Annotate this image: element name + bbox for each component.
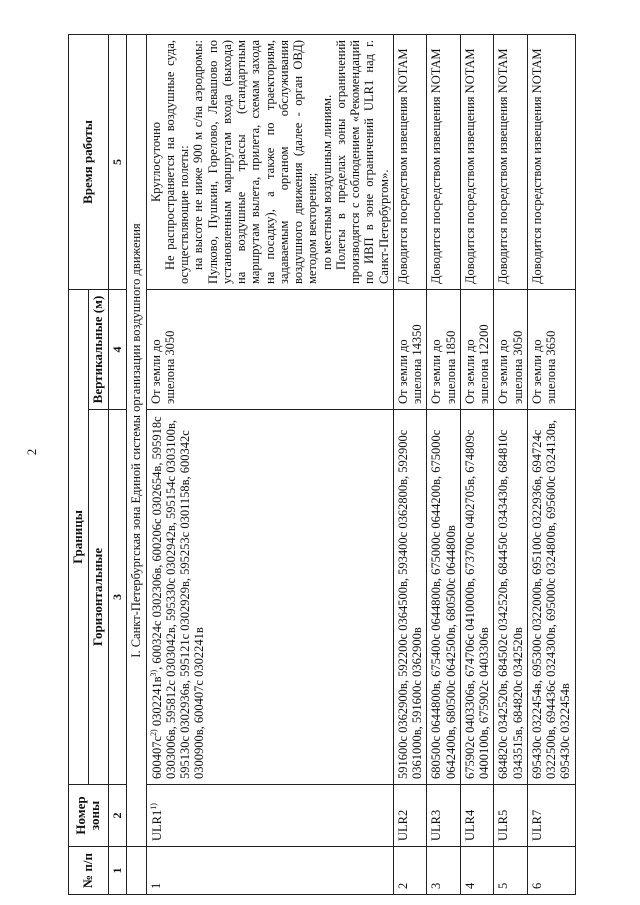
header-vertical: Вертикальные (м) [88, 290, 108, 410]
vertical-bounds: От земли до эшелона 14350 [393, 290, 427, 410]
row-number: 1 [146, 847, 393, 895]
operating-time-line: по местным воздушным линиям. [319, 94, 334, 270]
column-number: 1 [108, 847, 127, 895]
header-horizontal: Горизонтальные [88, 410, 108, 785]
header-time: Время работы [69, 35, 109, 290]
row-number: 5 [494, 847, 528, 895]
horizontal-bounds-rest: , 600324с 0302306в, 600206с 0302654в, 595918с 0303006в, 595812с 0303042в, 595330с 0302942в, 595154с 0303100в, 595130с 0302936в, 595121с 0302929в, 595253с 0301158в, 600342с 0300900в, 600407с 0302241в [149, 416, 207, 779]
section-title: I. Санкт-Петербургская зона Единой системы организации воздушного движения [127, 35, 146, 847]
table-row [427, 35, 461, 895]
table-row [393, 35, 427, 895]
horizontal-bounds-mid: 0302241в [149, 676, 164, 730]
zone-code [146, 785, 393, 847]
zone-code: ULR5 [494, 785, 528, 847]
operating-time-line: на высоте не ниже 900 м с/на аэродромы: Пулково, Пушкин, Горелово, Левашово по установленным маршрутам входа (выхода) на воздушные трассы (стандартным маршрутам вылета, прилета, схемам захода на посадку), а также по траекториям, задаваемым органом обслуживания воздушного движения (далее - орган ОВД) методом векторения; [191, 40, 320, 284]
horizontal-bounds: 695430с 0322454в, 695300с 0322000в, 695100с 0322936в, 694724с 0322500в, 694436с 0324300в, 695000с 0324800в, 695600с 0324130в, 695430с 0322454в [527, 410, 575, 785]
column-number: 4 [108, 290, 127, 410]
zone-code: ULR3 [427, 785, 461, 847]
operating-time: Доводится посредством извещения NOTAM [527, 35, 575, 290]
operating-time-line: Круглосуточно [148, 121, 163, 203]
table-row [494, 35, 528, 895]
horizontal-bounds [146, 410, 393, 785]
header-bounds: Границы [69, 290, 89, 785]
table-row [460, 35, 494, 895]
operating-time-line: Полеты в пределах зоны ограничений производятся с соблюдением «Рекомендаций по ИВП в зоне ограничений ULR1 над г. Санкт-Петербургом». [333, 40, 391, 284]
operating-time: Доводится посредством извещения NOTAM [460, 35, 494, 290]
vertical-bounds: От земли до эшелона 3650 [527, 290, 575, 410]
row-number: 2 [393, 847, 427, 895]
footnote-marker: 2) [148, 729, 158, 736]
operating-time-line: Не распространяется на воздушные суда, осуществляющие полеты: [162, 40, 192, 284]
vertical-bounds: От земли до эшелона 3050 [146, 290, 393, 410]
column-number: 3 [108, 410, 127, 785]
table-row [527, 35, 575, 895]
operating-time: Доводится посредством извещения NOTAM [393, 35, 427, 290]
vertical-bounds: От земли до эшелона 1850 [427, 290, 461, 410]
column-number: 5 [108, 35, 127, 290]
horizontal-bounds: 591600с 0362900в, 592200с 0364500в, 593400с 0362800в, 592900с 0361000в, 591600с 0362900в [393, 410, 427, 785]
horizontal-bounds: 684820с 0342520в, 684502с 0342520в, 684450с 0343430в, 684810с 0343515в, 684820с 0342520в [494, 410, 528, 785]
zone-code-text: ULR1 [149, 809, 164, 841]
table-row [146, 35, 393, 895]
zone-code: ULR4 [460, 785, 494, 847]
operating-time: Доводится посредством извещения NOTAM [427, 35, 461, 290]
zone-code: ULR2 [393, 785, 427, 847]
footnote-marker: 3) [148, 669, 158, 677]
header-zone: Номер зоны [69, 785, 109, 847]
rotated-table-wrapper [68, 35, 624, 895]
header-num: № п/п [69, 847, 109, 895]
zone-code: ULR7 [527, 785, 575, 847]
horizontal-bounds-lead: 600407с [149, 735, 164, 779]
horizontal-bounds: 675902с 0403306в, 674706с 0410000в, 673700с 0402705в, 674809с 0400100в, 675902с 0403306в [460, 410, 494, 785]
vertical-bounds: От земли до эшелона 12200 [460, 290, 494, 410]
column-number: 2 [108, 785, 127, 847]
operating-time: Доводится посредством извещения NOTAM [494, 35, 528, 290]
row-number: 6 [527, 847, 575, 895]
page-number: 2 [24, 448, 39, 456]
operating-time [146, 35, 393, 290]
section-spacer [127, 847, 146, 895]
row-number: 4 [460, 847, 494, 895]
footnote-marker: 1) [148, 803, 158, 810]
vertical-bounds: От земли до эшелона 3050 [494, 290, 528, 410]
restricted-zones-table [68, 34, 576, 895]
row-number: 3 [427, 847, 461, 895]
horizontal-bounds: 680500с 0644800в, 675400с 0644800в, 675000с 0644200в, 675000с 0642400в, 680500с 0642500в, 680500с 0644800в [427, 410, 461, 785]
